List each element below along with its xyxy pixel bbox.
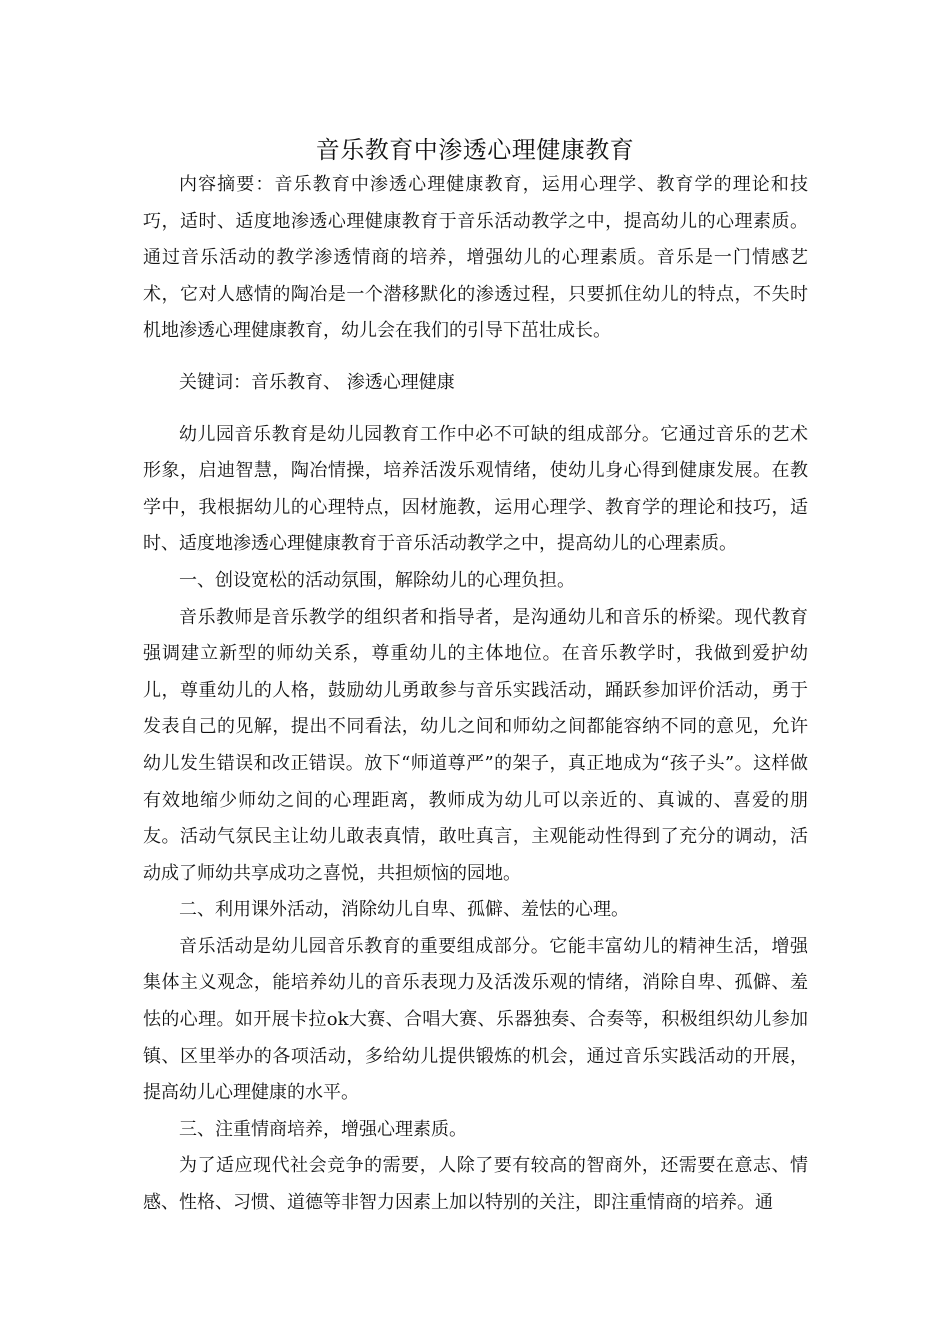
document-body: [143, 167, 808, 1222]
section-2-paragraph: 音乐活动是幼儿园音乐教育的重要组成部分。它能丰富幼儿的精神生活，增强集体主义观念，能培养幼儿的音乐表现力及活泼乐观的情绪，消除自卑、孤僻、羞怯的心理。如开展卡拉ok大赛、合唱大赛、乐器独奏、合奏等，积极组织幼儿参加镇、区里举办的各项活动，多给幼儿提供锻炼的机会，通过音乐实践活动的开展，提高幼儿心理健康的水平。: [143, 935, 808, 1104]
paragraph-gap: [143, 402, 808, 417]
section-2-heading: 二、利用课外活动，消除幼儿自卑、孤僻、羞怯的心理。: [179, 899, 629, 921]
section-1-paragraph: 音乐教师是音乐教学的组织者和指导者，是沟通幼儿和音乐的桥梁。现代教育强调建立新型的师幼关系，尊重幼儿的主体地位。在音乐教学时，我做到爱护幼儿，尊重幼儿的人格，鼓励幼儿勇敢参与音乐实践活动，踊跃参加评价活动，勇于发表自己的见解，提出不同看法，幼儿之间和师幼之间都能容纳不同的意见，允许幼儿发生错误和改正错误。放下“师道尊严”的架子，真正地成为“孩子头”。这样做有效地缩少师幼之间的心理距离，教师成为幼儿可以亲近的、真诚的、喜爱的朋友。活动气氛民主让幼儿敢表真情，敢吐真言，主观能动性得到了充分的调动，活动成了师幼共享成功之喜悦，共担烦恼的园地。: [143, 606, 808, 884]
abstract-paragraph: 内容摘要：音乐教育中渗透心理健康教育，运用心理学、教育学的理论和技巧，适时、适度地渗透心理健康教育于音乐活动教学之中，提高幼儿的心理素质。通过音乐活动的教学渗透情商的培养，增强幼儿的心理素质。音乐是一门情感艺术，它对人感情的陶冶是一个潜移默化的渗透过程，只要抓住幼儿的特点，不失时机地渗透心理健康教育，幼儿会在我们的引导下茁壮成长。: [143, 174, 808, 342]
keywords-line: 关键词：音乐教育、 渗透心理健康: [179, 371, 455, 393]
section-1-heading: 一、创设宽松的活动氛围，解除幼儿的心理负担。: [179, 569, 575, 591]
intro-paragraph: 幼儿园音乐教育是幼儿园教育工作中必不可缺的组成部分。它通过音乐的艺术形象，启迪智慧，陶冶情操，培养活泼乐观情绪，使幼儿身心得到健康发展。在教学中，我根据幼儿的心理特点，因材施教，运用心理学、教育学的理论和技巧，适时、适度地渗透心理健康教育于音乐活动教学之中，提高幼儿的心理素质。: [143, 423, 808, 555]
section-3-heading: 三、注重情商培养，增强心理素质。: [179, 1118, 467, 1140]
section-3-paragraph: 为了适应现代社会竞争的需要，人除了要有较高的智商外，还需要在意志、情感、性格、习惯、道德等非智力因素上加以特别的关注，即注重情商的培养。通: [143, 1155, 808, 1214]
document-title: 音乐教育中渗透心理健康教育: [315, 136, 635, 164]
paragraph-gap: [143, 350, 808, 365]
